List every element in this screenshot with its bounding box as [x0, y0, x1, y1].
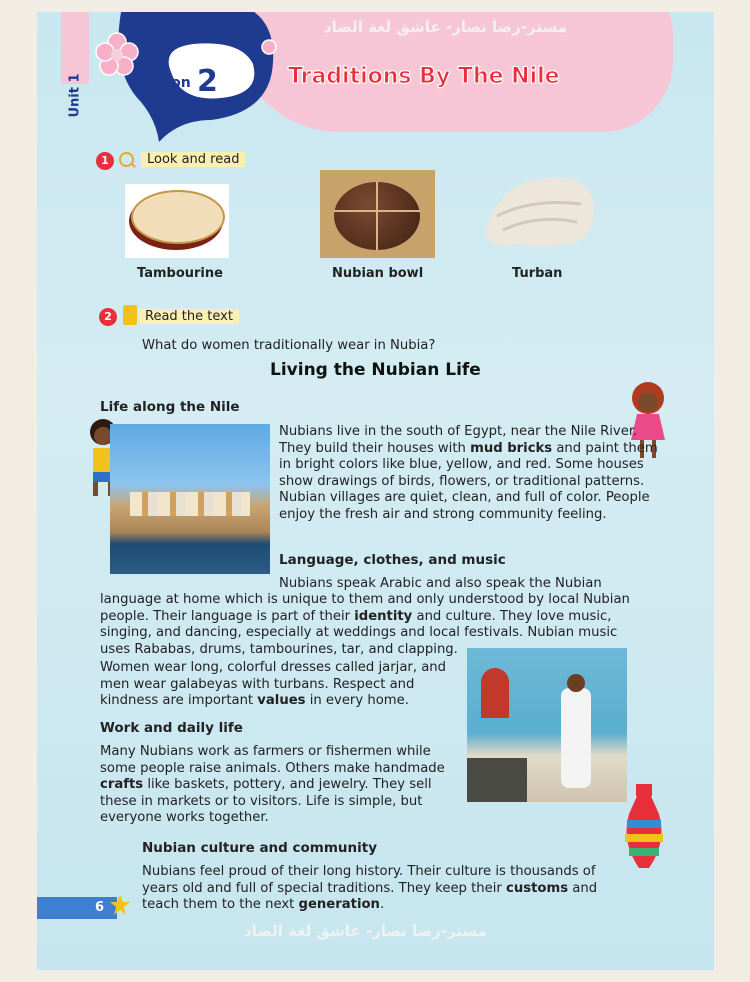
book-icon	[123, 305, 137, 325]
lesson-title: Traditions By The Nile	[288, 64, 560, 89]
tambourine-label: Tambourine	[137, 266, 223, 281]
paragraph-work: Many Nubians work as farmers or fishermen while some people raise animals. Others make handmade crafts like baskets, pottery, and jewelry. They sell these in markets or to visitors. Life is simple, but everyone works together.	[100, 744, 445, 826]
page-number: 6	[95, 900, 105, 915]
nubian-bowl-label: Nubian bowl	[332, 266, 424, 281]
paragraph-culture: Nubians feel proud of their long history. Their culture is thousands of years old and full of special traditions. They keep their customs and teach them to the next generation.	[142, 864, 598, 913]
lesson-word: Lesson	[136, 75, 191, 91]
paragraph-language: language at home which is unique to them and only understood by local Nubian people. Their language is part of their identity and culture. They love music, singing, and dancing, especially at weddings and local festivals. Nubian music uses Rababas, drums, tambourines, tar, and clapping.	[100, 592, 630, 657]
flower-decoration	[95, 32, 139, 76]
paragraph-clothes: Women wear long, colorful dresses called jarjar, and men wear galabeyas with turbans. Respect and kindness are important values in every home.	[100, 660, 447, 709]
textbook-page	[37, 12, 714, 970]
section-2-number: 2	[99, 308, 117, 326]
article-title: Living the Nubian Life	[270, 360, 481, 380]
heading-language-clothes-music: Language, clothes, and music	[279, 552, 506, 568]
header-watermark: مستر-رضا نصار- عاشق لغة الضاد	[323, 18, 567, 36]
section-2-question: What do women traditionally wear in Nubia?	[142, 338, 436, 353]
nile-village-photo	[110, 424, 270, 574]
footer-watermark: مستر-رضا نصار- عاشق لغة الضاد	[243, 922, 487, 940]
section-1-number: 1	[96, 152, 114, 170]
magnifier-handle	[130, 162, 136, 168]
turban-label: Turban	[512, 266, 563, 281]
turban-image	[477, 164, 601, 256]
unit-label: Unit 1	[67, 73, 83, 118]
page-number-strip	[37, 897, 117, 919]
section-2-label: Read the text	[139, 309, 239, 324]
lesson-number: 2	[197, 64, 218, 99]
flower-decoration-small	[259, 37, 279, 57]
paragraph-life-along-nile: Nubians live in the south of Egypt, near the Nile River. They build their houses with mud bricks and paint them in bright colors like blue, yellow, and red. Some houses show drawings of birds, flowers, or traditional patterns. Nubian villages are quiet, clean, and full of color. People enjoy the fresh air and strong community feeling.	[279, 424, 658, 522]
section-1-label: Look and read	[141, 152, 245, 167]
vase-illustration	[619, 782, 669, 874]
nubian-man-photo	[467, 648, 627, 802]
heading-culture-community: Nubian culture and community	[142, 840, 378, 856]
heading-work-daily-life: Work and daily life	[100, 720, 243, 736]
nubian-bowl-image	[320, 170, 435, 258]
heading-life-along-nile: Life along the Nile	[100, 399, 240, 415]
star-icon	[109, 894, 131, 916]
paragraph-language-intro: Nubians speak Arabic and also speak the Nubian	[279, 576, 602, 591]
tambourine-image	[125, 184, 229, 258]
